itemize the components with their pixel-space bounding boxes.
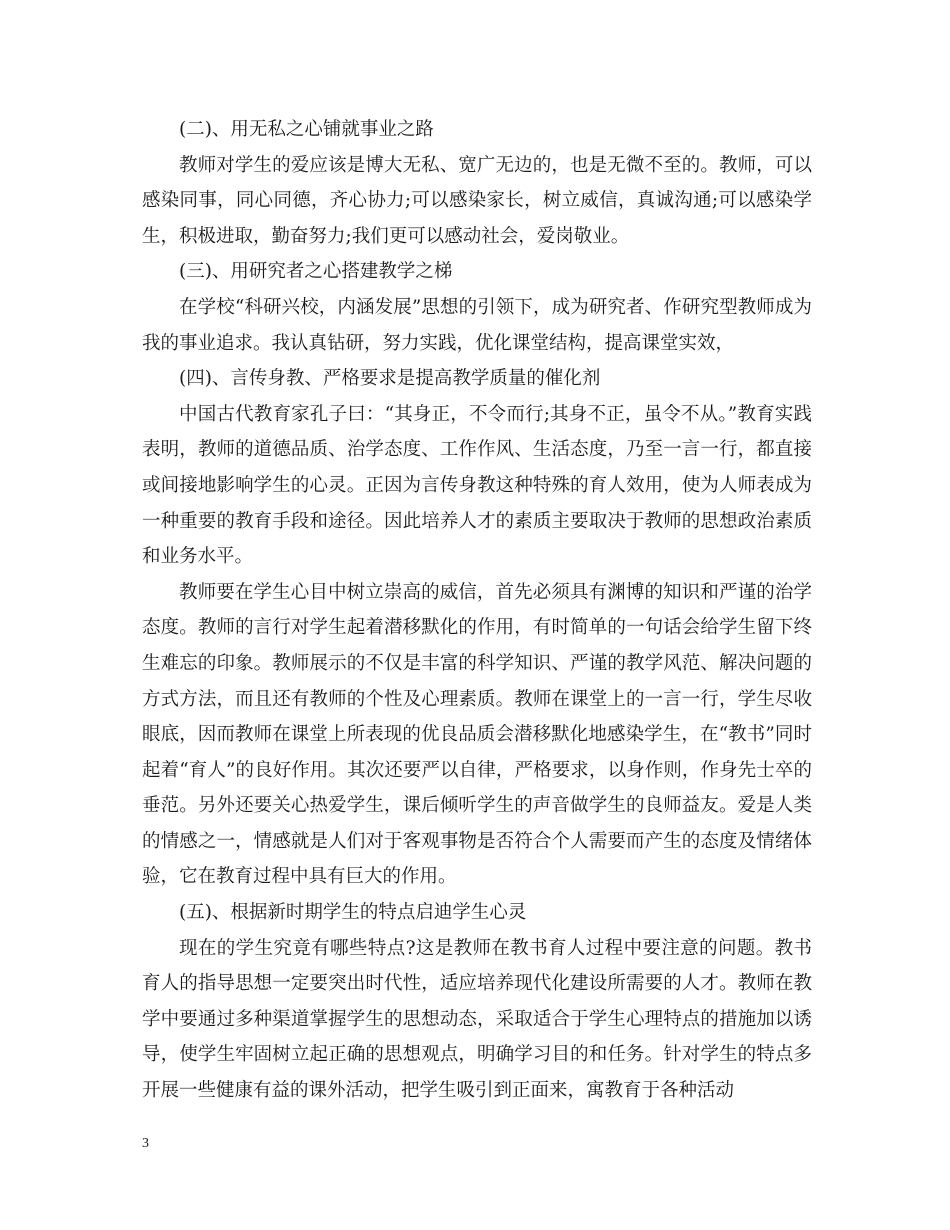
section-heading-3: (三)、用研究者之心搭建教学之梯 (179, 261, 453, 283)
section-heading-4: (四)、言传身教、严格要求是提高教学质量的催化剂 (179, 368, 601, 390)
paragraph: 教师对学生的爱应该是博大无私、宽广无边的，也是无微不至的。教师，可以感染同事，同心同德，齐心协力;可以感染家长，树立威信，真诚沟通;可以感染学生，积极进取，勤奋努力;我们更可以感动社会，爱岗敬业。 (142, 154, 812, 247)
document-body (142, 112, 812, 1109)
paragraph: 现在的学生究竟有哪些特点?这是教师在教书育人过程中要注意的问题。教书育人的指导思想一定要突出时代性，适应培养现代化建设所需要的人才。教师在教学中要通过多种渠道掌握学生的思想动态，采取适合于学生心理特点的措施加以诱导，使学生牢固树立起正确的思想观点，明确学习目的和任务。针对学生的特点多开展一些健康有益的课外活动，把学生吸引到正面来，寓教育于各种活动 (142, 937, 812, 1102)
section-heading-5: (五)、根据新时期学生的特点启迪学生心灵 (179, 902, 527, 924)
paragraph: 教师要在学生心目中树立崇高的威信，首先必须具有渊博的知识和严谨的治学态度。教师的言行对学生起着潜移默化的作用，有时简单的一句话会给学生留下终生难忘的印象。教师展示的不仅是丰富的科学知识、严谨的教学风范、解决问题的方式方法，而且还有教师的个性及心理素质。教师在课堂上的一言一行，学生尽收眼底，因而教师在课堂上所表现的优良品质会潜移默化地感染学生，在“教书”同时起着“育人”的良好作用。其次还要严以自律，严格要求，以身作则，作身先士卒的垂范。另外还要关心热爱学生，课后倾听学生的声音做学生的良师益友。爱是人类的情感之一，情感就是人们对于客观事物是否符合个人需要而产生的态度及情绪体验，它在教育过程中具有巨大的作用。 (142, 581, 812, 888)
page-number: 3 (142, 1136, 149, 1151)
paragraph: 在学校“科研兴校，内涵发展”思想的引领下，成为研究者、作研究型教师成为我的事业追求。我认真钻研，努力实践，优化课堂结构，提高课堂实效， (142, 296, 812, 354)
section-heading-2: (二)、用无私之心铺就事业之路 (179, 119, 434, 140)
paragraph: 中国古代教育家孔子曰：“其身正，不令而行;其身不正，虽令不从。”教育实践表明，教师的道德品质、治学态度、工作作风、生活态度，乃至一言一行，都直接或间接地影响学生的心灵。正因为言传身教这种特殊的育人效用，使为人师表成为一种重要的教育手段和途径。因此培养人才的素质主要取决于教师的思想政治素质和业务水平。 (142, 403, 812, 568)
